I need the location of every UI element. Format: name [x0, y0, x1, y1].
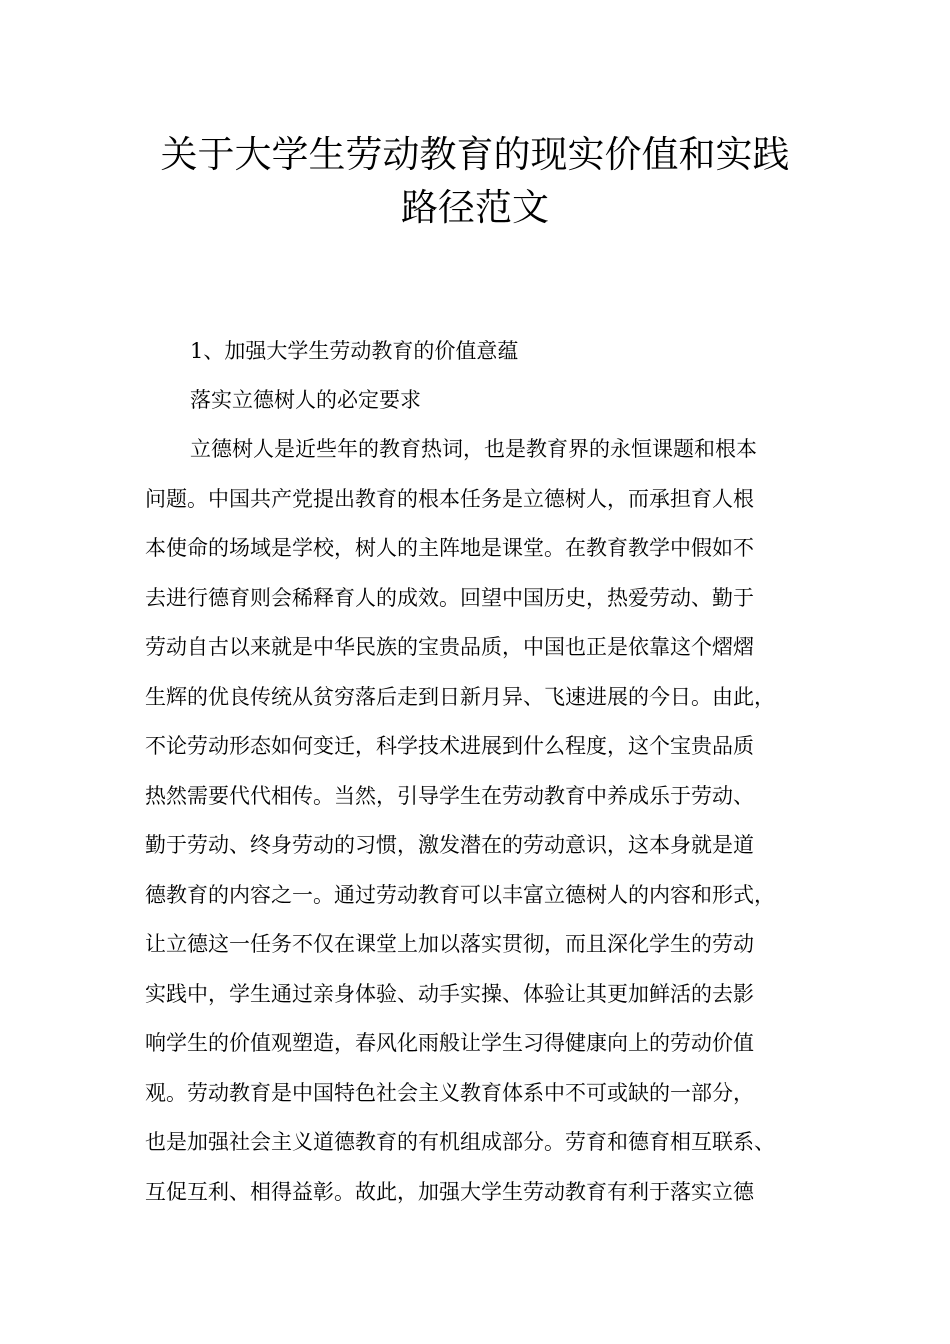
- paragraph-line: 互促互利、相得益彰。故此，加强大学生劳动教育有利于落实立德: [145, 1180, 754, 1204]
- paragraph-line: 德教育的内容之一。通过劳动教育可以丰富立德树人的内容和形式，: [145, 883, 775, 907]
- paragraph-line: 热然需要代代相传。当然，引导学生在劳动教育中养成乐于劳动、: [145, 784, 754, 808]
- section-heading: 1、加强大学生劳动教育的价值意蕴: [190, 339, 519, 363]
- paragraph-line: 本使命的场域是学校，树人的主阵地是课堂。在教育教学中假如不: [145, 536, 754, 560]
- paragraph-line: 去进行德育则会稀释育人的成效。回望中国历史，热爱劳动、勤于: [145, 586, 754, 610]
- paragraph-line: 响学生的价值观塑造，春风化雨般让学生习得健康向上的劳动价值: [145, 1031, 754, 1055]
- paragraph-line: 实践中，学生通过亲身体验、动手实操、体验让其更加鲜活的去影: [145, 982, 754, 1006]
- subheading: 落实立德树人的必定要求: [190, 388, 421, 412]
- title-line-2: 路径范文: [401, 186, 549, 229]
- title-line-1: 关于大学生劳动教育的现实价值和实践: [160, 133, 790, 176]
- paragraph-line: 让立德这一任务不仅在课堂上加以落实贯彻，而且深化学生的劳动: [145, 932, 754, 956]
- paragraph-line: 立德树人是近些年的教育热词，也是教育界的永恒课题和根本: [190, 437, 757, 461]
- document-title: [0, 128, 950, 234]
- paragraph-line: 劳动自古以来就是中华民族的宝贵品质，中国也正是依靠这个熠熠: [145, 635, 754, 659]
- paragraph-line: 也是加强社会主义道德教育的有机组成部分。劳育和德育相互联系、: [145, 1130, 775, 1154]
- paragraph-line: 生辉的优良传统从贫穷落后走到日新月异、飞速进展的今日。由此，: [145, 685, 775, 709]
- paragraph-line: 问题。中国共产党提出教育的根本任务是立德树人，而承担育人根: [145, 487, 754, 511]
- paragraph-line: 不论劳动形态如何变迁，科学技术进展到什么程度，这个宝贵品质: [145, 734, 754, 758]
- paragraph-line: 勤于劳动、终身劳动的习惯，激发潜在的劳动意识，这本身就是道: [145, 833, 754, 857]
- paragraph-line: 观。劳动教育是中国特色社会主义教育体系中不可或缺的一部分，: [145, 1081, 754, 1105]
